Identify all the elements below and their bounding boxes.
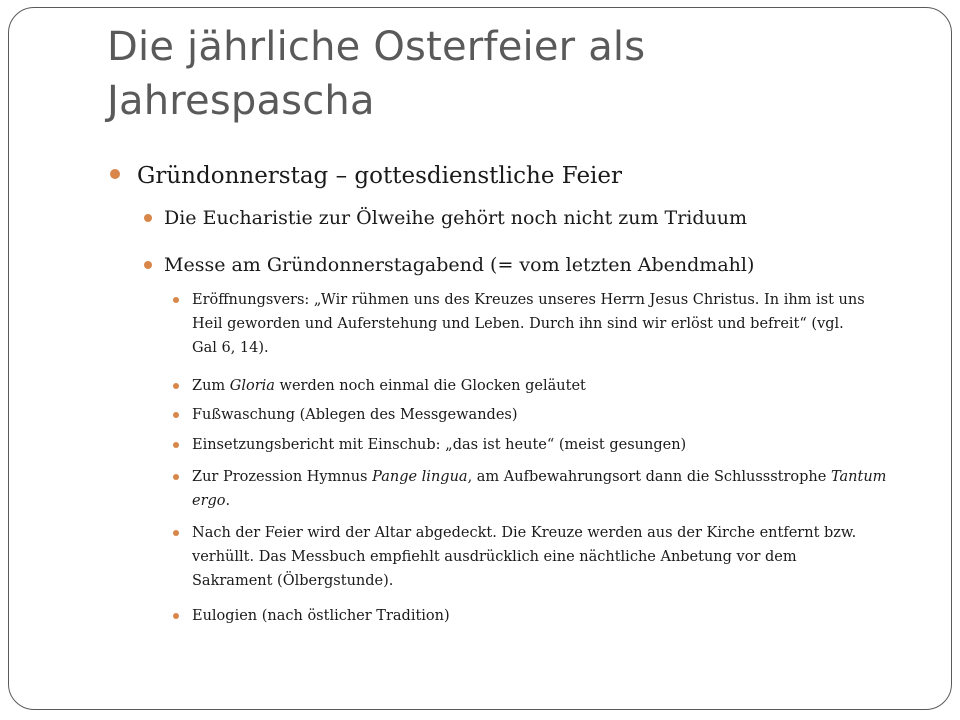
emphasis-text: Pange lingua: [372, 469, 468, 485]
level3-line: Heil geworden und Auferstehung und Leben. Durch ihn sind wir erlöst und befreit“ (vgl.: [192, 316, 844, 332]
bullet-dot: [173, 530, 179, 536]
level3-line: Sakrament (Ölbergstunde).: [192, 573, 394, 589]
level3-item: Zum Gloria werden noch einmal die Glocken geläutet: [192, 378, 586, 394]
level3-line: Zur Prozession Hymnus Pange lingua, am Aufbewahrungsort dann die Schlussstrophe Tantum: [192, 469, 887, 485]
slide-title-line1: Die jährliche Osterfeier als: [107, 24, 646, 70]
bullet-dot: [110, 169, 120, 179]
level2-item: Messe am Gründonnerstagabend (= vom letzten Abendmahl): [164, 254, 755, 276]
emphasis-text: ergo: [192, 493, 226, 509]
emphasis-text: Tantum: [830, 469, 887, 485]
slide-title-line2: Jahrespascha: [107, 78, 375, 124]
level3-line: verhüllt. Das Messbuch empfiehlt ausdrücklich eine nächtliche Anbetung vor dem: [192, 549, 797, 565]
level3-item: Einsetzungsbericht mit Einschub: „das ist heute“ (meist gesungen): [192, 437, 687, 453]
level2-item: Die Eucharistie zur Ölweihe gehört noch nicht zum Triduum: [164, 207, 748, 229]
level3-item: [192, 288, 865, 360]
bullet-dot: [173, 297, 179, 303]
bullet-dot: [173, 412, 179, 418]
level3-line: ergo.: [192, 493, 231, 509]
level1-item: Gründonnerstag – gottesdienstliche Feier: [137, 163, 623, 189]
emphasis-text: Gloria: [229, 378, 275, 394]
bullet-dot: [144, 261, 152, 269]
level3-line: Gal 6, 14).: [192, 340, 269, 356]
level3-item: [192, 521, 856, 593]
bullet-dot: [144, 214, 152, 222]
bullet-dot: [173, 383, 179, 389]
level3-line: Eröffnungsvers: „Wir rühmen uns des Kreuzes unseres Herrn Jesus Christus. In ihm ist uns: [192, 292, 865, 308]
bullet-dot: [173, 474, 179, 480]
bullet-dot: [173, 613, 179, 619]
level3-item: Fußwaschung (Ablegen des Messgewandes): [192, 407, 518, 423]
level3-line: Nach der Feier wird der Altar abgedeckt. Die Kreuze werden aus der Kirche entfernt bzw.: [192, 525, 857, 541]
level3-item: [192, 465, 886, 513]
bullet-dot: [173, 442, 179, 448]
level3-item: Eulogien (nach östlicher Tradition): [192, 608, 450, 624]
